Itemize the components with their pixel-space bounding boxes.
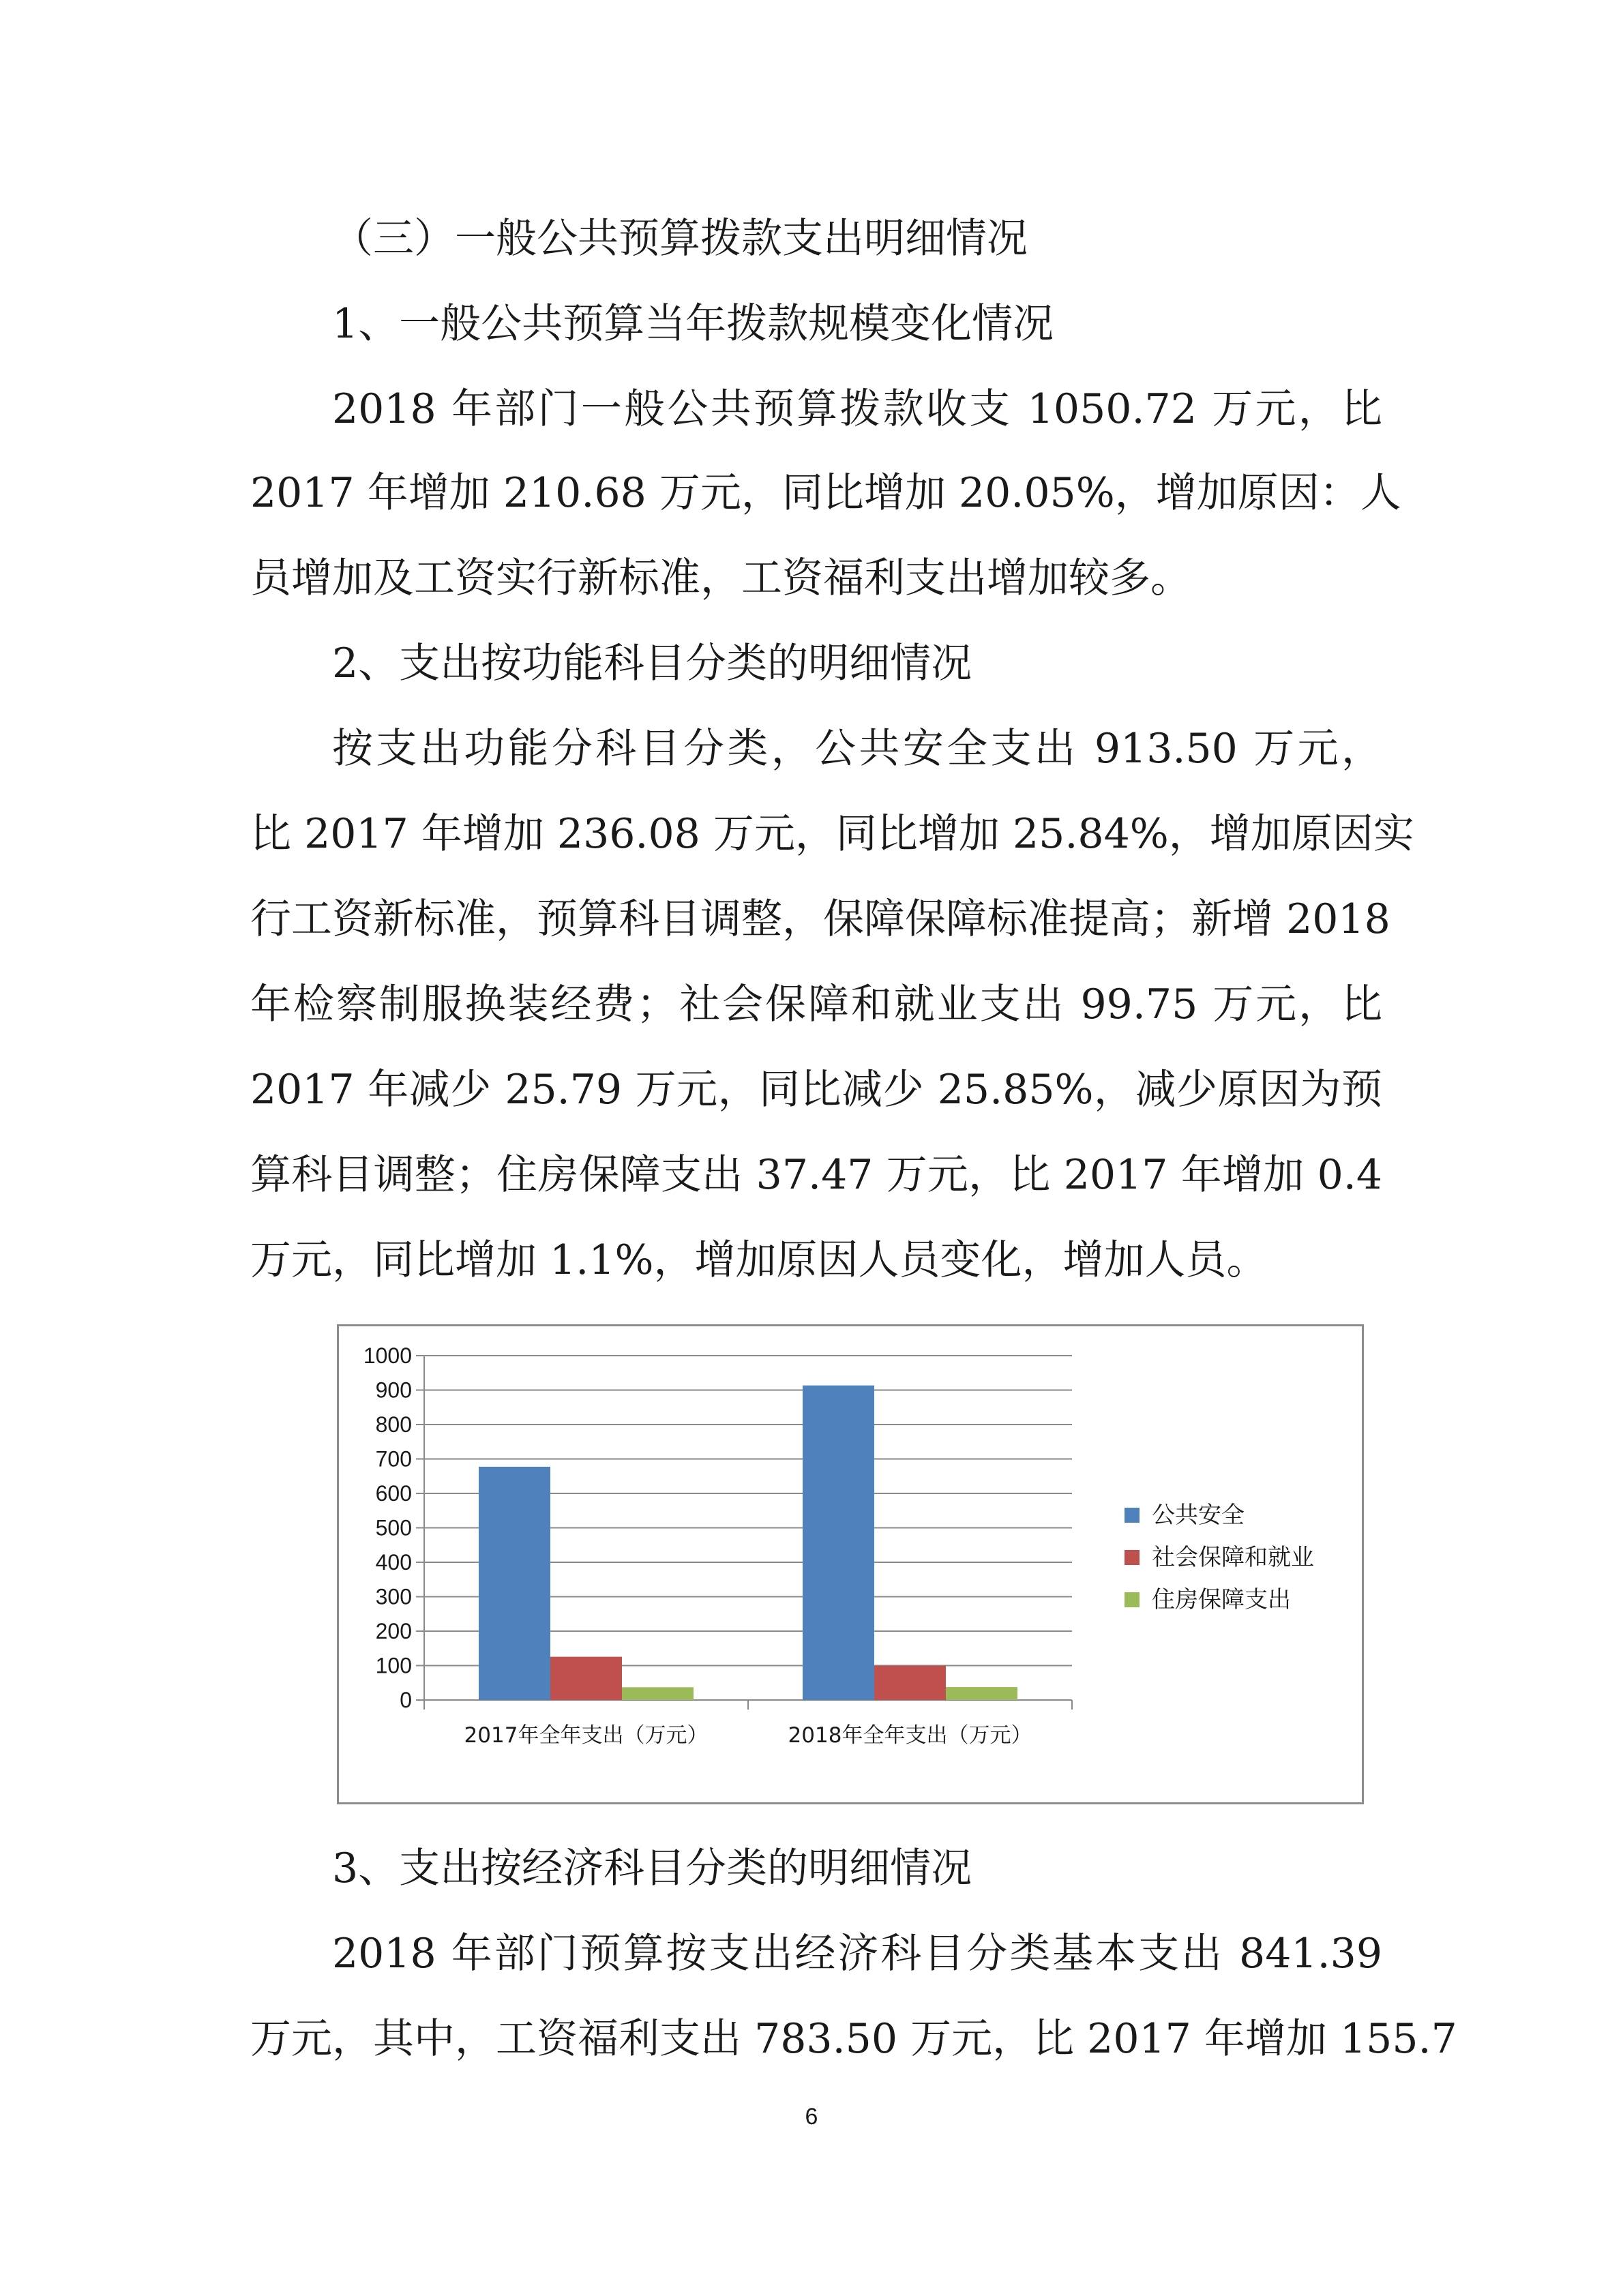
y-tick-label: 100 (375, 1653, 412, 1678)
x-category-label: 2018年全年支出（万元） (788, 1723, 1032, 1748)
para-2-line-6: 算科目调整；住房保障支出 37.47 万元，比 2017 年增加 0.4 (250, 1151, 1382, 1199)
bar-1-1 (479, 1467, 550, 1700)
section-heading: （三）一般公共预算拨款支出明细情况 (332, 215, 1028, 263)
y-tick-label: 400 (375, 1550, 412, 1575)
legend-swatch-1 (1125, 1508, 1140, 1523)
bar-chart-svg (339, 1326, 1362, 1802)
subheading-2: 2、支出按功能科目分类的明细情况 (332, 640, 972, 687)
para-2-line-7: 万元，同比增加 1.1%，增加原因人员变化，增加人员。 (250, 1236, 1268, 1284)
expenditure-chart (337, 1324, 1364, 1804)
para-1-line-1: 2018 年部门一般公共预算拨款收支 1050.72 万元，比 (332, 385, 1382, 433)
para-2-line-5: 2017 年减少 25.79 万元，同比减少 25.85%，减少原因为预 (250, 1066, 1382, 1114)
para-3-line-1: 2018 年部门预算按支出经济科目分类基本支出 841.39 (332, 1930, 1382, 1978)
legend-swatch-2 (1125, 1550, 1140, 1565)
bar-2-1 (550, 1657, 622, 1700)
legend-swatch-3 (1125, 1592, 1140, 1607)
y-tick-label: 700 (375, 1446, 412, 1472)
bar-3-2 (946, 1687, 1017, 1700)
x-category-label: 2017年全年支出（万元） (464, 1723, 709, 1748)
para-2-line-3: 行工资新标准，预算科目调整，保障保障标准提高；新增 2018 (250, 895, 1390, 943)
y-tick-label: 0 (400, 1688, 412, 1712)
legend-label-3: 住房保障支出 (1152, 1586, 1291, 1613)
y-tick-label: 800 (375, 1412, 412, 1437)
y-tick-label: 500 (375, 1515, 412, 1540)
bar-2-2 (874, 1666, 946, 1700)
y-tick-label: 1000 (363, 1343, 412, 1368)
para-2-line-1: 按支出功能分科目分类，公共安全支出 913.50 万元， (332, 725, 1382, 773)
para-2-line-2: 比 2017 年增加 236.08 万元，同比增加 25.84%，增加原因实 (250, 810, 1414, 858)
y-tick-label: 900 (375, 1377, 412, 1403)
page-number: 6 (805, 2104, 818, 2130)
legend-label-2: 社会保障和就业 (1152, 1544, 1314, 1571)
y-tick-label: 200 (375, 1619, 412, 1643)
para-3-line-2: 万元，其中，工资福利支出 783.50 万元，比 2017 年增加 155.7 (250, 2015, 1457, 2063)
bar-1-2 (803, 1386, 874, 1700)
legend-label-1: 公共安全 (1152, 1502, 1245, 1529)
y-tick-label: 300 (375, 1584, 412, 1609)
para-1-line-2: 2017 年增加 210.68 万元，同比增加 20.05%，增加原因：人 (250, 469, 1401, 517)
para-1-line-3: 员增加及工资实行新标准，工资福利支出增加较多。 (250, 554, 1191, 602)
para-2-line-4: 年检察制服换装经费；社会保障和就业支出 99.75 万元，比 (250, 981, 1382, 1028)
subheading-1: 1、一般公共预算当年拨款规模变化情况 (332, 300, 1054, 348)
bar-3-1 (622, 1687, 694, 1700)
y-tick-label: 600 (375, 1481, 412, 1506)
subheading-3: 3、支出按经济科目分类的明细情况 (332, 1845, 972, 1892)
